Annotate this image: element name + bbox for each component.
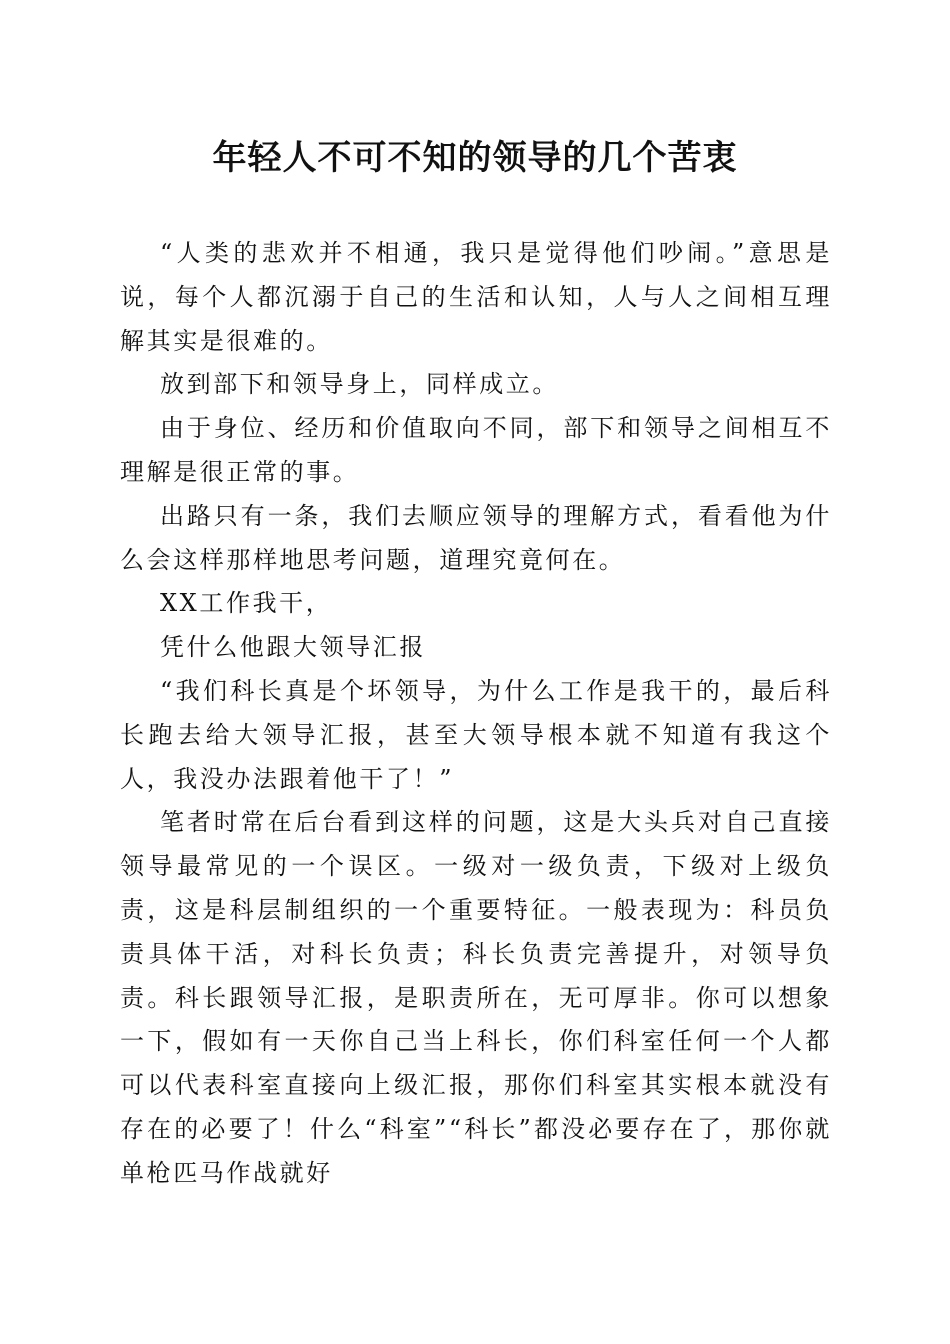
section-heading-line: XX工作我干， xyxy=(160,589,333,618)
paragraph: 出路只有一条，我们去顺应领导的理解方式，看看他为什么会这样那样地思考问题，道理究竟何在。 xyxy=(120,501,832,574)
section-heading-line: 凭什么他跟大领导汇报 xyxy=(160,633,426,662)
paragraph: 笔者时常在后台看到这样的问题，这是大头兵对自己直接领导最常见的一个误区。一级对一级负责，下级对上级负责，这是科层制组织的一个重要特征。一般表现为：科员负责具体干活，对科长负责；科长负责完善提升，对领导负责。科长跟领导汇报，是职责所在，无可厚非。你可以想象一下，假如有一天你自己当上科长，你们科室任何一个人都可以代表科室直接向上级汇报，那你们科室其实根本就没有存在的必要了！什么“科室”“科长”都没必要存在了，那你就单枪匹马作战就好 xyxy=(120,808,832,1187)
paragraph: “人类的悲欢并不相通，我只是觉得他们吵闹。”意思是说，每个人都沉溺于自己的生活和认知，人与人之间相互理解其实是很难的。 xyxy=(120,239,832,355)
paragraph: 放到部下和领导身上，同样成立。 xyxy=(160,370,559,399)
paragraph: “我们科长真是个坏领导，为什么工作是我干的，最后科长跑去给大领导汇报，甚至大领导根本就不知道有我这个人，我没办法跟着他干了！” xyxy=(120,676,832,793)
paragraph: 由于身位、经历和价值取向不同，部下和领导之间相互不理解是很正常的事。 xyxy=(120,414,832,486)
document-body xyxy=(120,232,832,1196)
document-title: 年轻人不可不知的领导的几个苦衷 xyxy=(212,138,738,178)
